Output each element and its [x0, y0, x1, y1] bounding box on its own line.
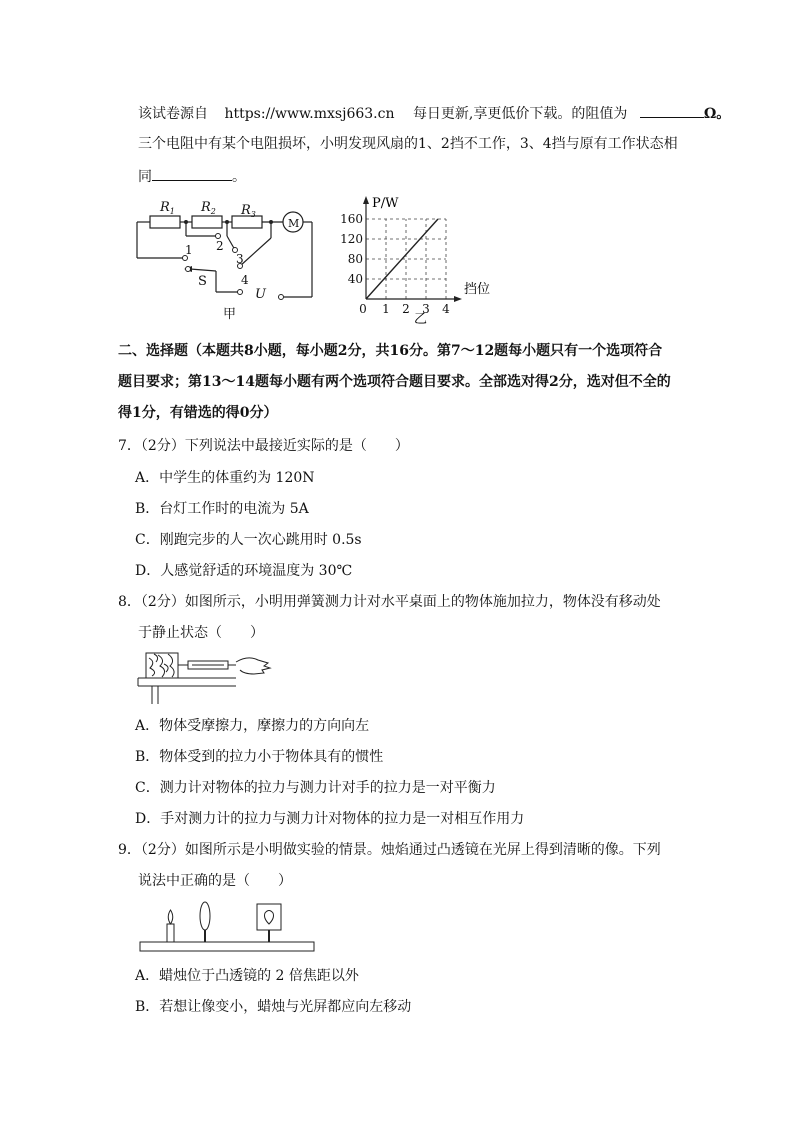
circuit-diagram [130, 192, 330, 322]
q8-option-d[interactable]: D．手对测力计的拉力与测力计对物体的拉力是一对相互作用力 [135, 811, 525, 827]
q7-option-b[interactable]: B．台灯工作时的电流为 5A [135, 501, 309, 517]
q8-stem-line2: 于静止状态（ ） [138, 625, 264, 641]
candle [167, 924, 174, 942]
inverted-image-icon [265, 911, 274, 925]
q9-option-b[interactable]: B．若想让像变小，蜡烛与光屏都应向左移动 [135, 999, 412, 1015]
spring-scale-figure [136, 650, 276, 706]
x-tick-label: 0 [359, 302, 367, 316]
x-tick-label: 3 [422, 302, 430, 316]
y-axis-label: P/W [372, 196, 399, 211]
resistor-r1 [150, 216, 180, 228]
label-r2: $R_2$ [201, 200, 216, 216]
section2-line3: 得1分，有错选的得0分） [118, 405, 278, 421]
flame-icon [168, 910, 173, 924]
label-r3: $R_3$ [241, 203, 256, 219]
unit-ohm: Ω。 [703, 106, 731, 122]
answer-blank-state[interactable] [152, 166, 232, 181]
q7-option-d[interactable]: D．人感觉舒适的环境温度为 30℃ [135, 563, 353, 579]
x-axis-label: 挡位 [464, 282, 491, 297]
q8-stem-line1: 8．（2分）如图所示，小明用弹簧测力计对水平桌面上的物体施加拉力，物体没有移动处 [118, 594, 661, 610]
q7-stem: 7．（2分）下列说法中最接近实际的是（ ） [118, 438, 409, 454]
q9-stem-line2: 说法中正确的是（ ） [138, 873, 292, 889]
resistor-r2 [192, 216, 222, 228]
hand-icon [236, 658, 270, 674]
q7-option-c[interactable]: C．刚跑完步的人一次心跳用时 0.5s [135, 532, 362, 548]
x-tick-label: 4 [442, 302, 450, 316]
header-tail: 的阻值为 [571, 106, 628, 122]
y-tick-label: 80 [347, 252, 363, 266]
q8-option-a[interactable]: A．物体受摩擦力，摩擦力的方向向左 [135, 718, 370, 734]
q9-stem-line1: 9．（2分）如图所示是小明做实验的情景。烛焰通过凸透镜在光屏上得到清晰的像。下列 [118, 842, 661, 858]
light-screen [257, 904, 281, 930]
y-tick-label: 120 [340, 232, 363, 246]
y-axis-arrow-icon [363, 196, 369, 204]
y-tick-label: 160 [340, 212, 363, 226]
q6-line2: 三个电阻中有某个电阻损坏，小明发现风扇的1、2挡不工作，3、4挡与原有工作状态相 [138, 136, 678, 152]
circuit-caption: 甲 [223, 307, 237, 322]
q6-line3-prefix: 同 [138, 169, 152, 185]
power-gear-chart [338, 192, 508, 327]
motor-label: M [288, 217, 300, 230]
q8-option-c[interactable]: C．测力计对物体的拉力与测力计对手的拉力是一对平衡力 [135, 780, 496, 796]
section2-line2: 题目要求；第13～14题每小题有两个选项符合题目要求。全部选对得2分，选对但不全的 [118, 374, 671, 390]
switch-label: S [198, 274, 207, 289]
header-line [138, 103, 730, 123]
source-label: 该试卷源自 [138, 106, 208, 122]
x-tick-label: 2 [402, 302, 410, 316]
voltage-label: U [255, 287, 266, 302]
label-r1: $R_1$ [160, 200, 175, 216]
optics-bench-figure [136, 898, 318, 956]
x-tick-label: 1 [382, 302, 390, 316]
terminal-3: 3 [236, 252, 244, 266]
convex-lens [200, 902, 210, 930]
q6-line3-suffix: 。 [232, 169, 246, 185]
q8-option-b[interactable]: B．物体受到的拉力小于物体具有的惯性 [135, 749, 384, 765]
terminal-4: 4 [241, 273, 249, 287]
q6-line3 [138, 166, 246, 186]
optical-bench [140, 942, 314, 951]
terminal-1: 1 [185, 243, 193, 257]
update-note: 每日更新,享更低价下载。 [412, 106, 572, 122]
chart-caption: 乙 [414, 312, 428, 327]
q9-option-a[interactable]: A．蜡烛位于凸透镜的 2 倍焦距以外 [135, 968, 359, 984]
source-url[interactable]: https://www.mxsj663.cn [224, 106, 395, 122]
x-axis-arrow-icon [454, 296, 462, 302]
q7-option-a[interactable]: A．中学生的体重约为 120N [135, 470, 315, 486]
y-tick-label: 40 [347, 272, 363, 286]
answer-blank-resistance[interactable] [640, 103, 704, 118]
terminal-2: 2 [216, 239, 224, 253]
section2-line1: 二、选择题（本题共8小题，每小题2分，共16分。第7～12题每小题只有一个选项符合 [118, 343, 663, 359]
